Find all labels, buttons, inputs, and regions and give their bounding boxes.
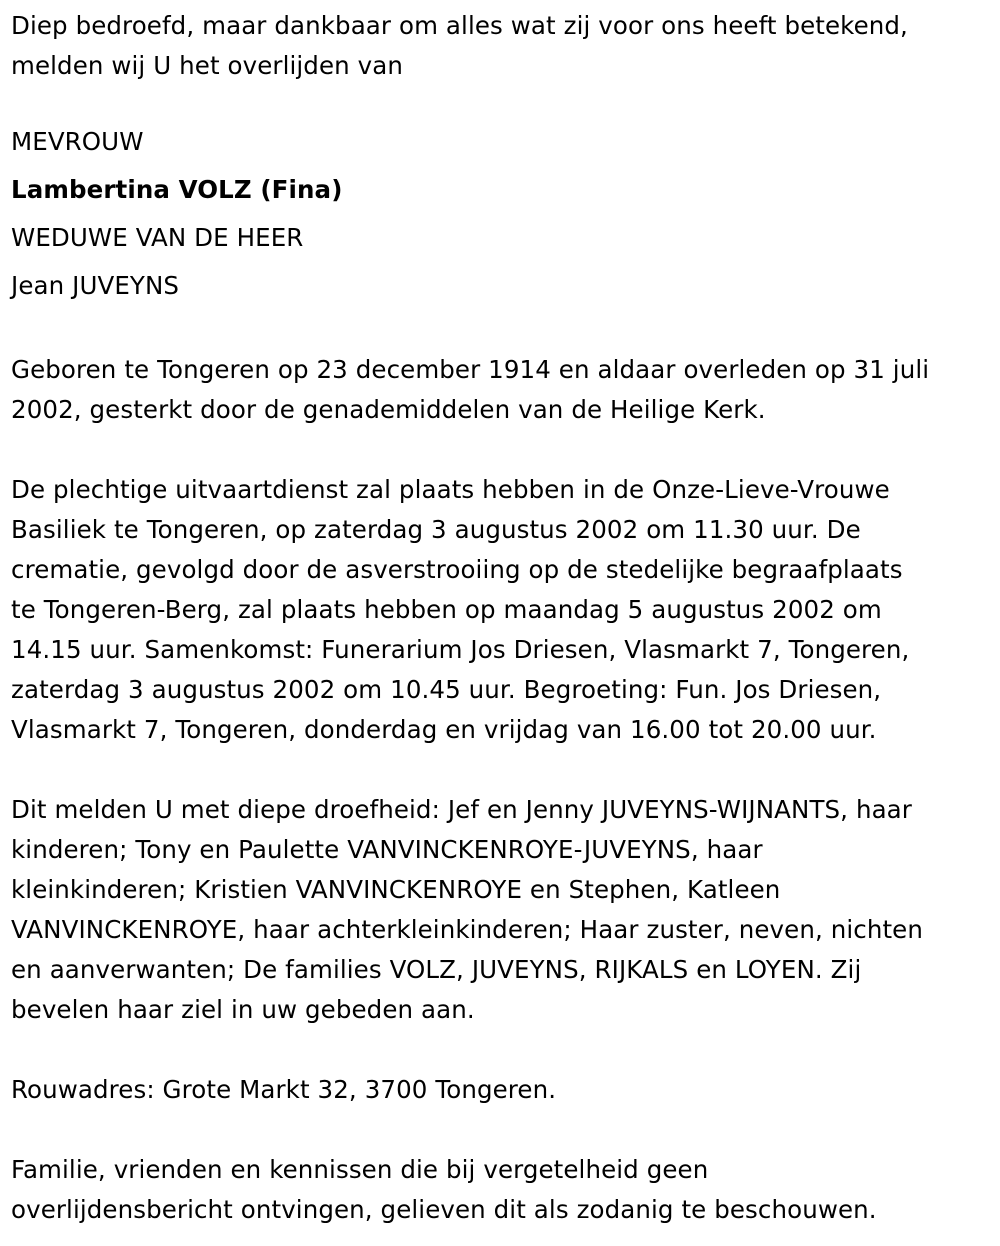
closing-line-1: Familie, vrienden en kennissen die bij vergetelheid geen — [11, 1155, 709, 1184]
family-line: en aanverwanten; De families VOLZ, JUVEYNS, RIJKALS en LOYEN. Zij — [11, 955, 862, 984]
title-label: MEVROUW — [11, 127, 144, 156]
service-line: Basiliek te Tongeren, op zaterdag 3 augustus 2002 om 11.30 uur. De — [11, 515, 861, 544]
birth-line-1: Geboren te Tongeren op 23 december 1914 en aldaar overleden op 31 juli — [11, 355, 930, 384]
intro-line-1: Diep bedroefd, maar dankbaar om alles wat zij voor ons heeft betekend, — [11, 11, 908, 40]
widow-status: WEDUWE VAN DE HEER — [11, 223, 304, 252]
service-line: te Tongeren-Berg, zal plaats hebben op maandag 5 augustus 2002 om — [11, 595, 882, 624]
spouse-name: Jean JUVEYNS — [11, 271, 180, 300]
closing-line-2: overlijdensbericht ontvingen, gelieven dit als zodanig te beschouwen. — [11, 1195, 877, 1224]
birth-line-2: 2002, gesterkt door de genademiddelen van de Heilige Kerk. — [11, 395, 766, 424]
family-line: VANVINCKENROYE, haar achterkleinkinderen; Haar zuster, neven, nichten — [11, 915, 923, 944]
service-line: 14.15 uur. Samenkomst: Funerarium Jos Driesen, Vlasmarkt 7, Tongeren, — [11, 635, 910, 664]
family-line: bevelen haar ziel in uw gebeden aan. — [11, 995, 475, 1024]
intro-line-2: melden wij U het overlijden van — [11, 51, 403, 80]
service-line: Vlasmarkt 7, Tongeren, donderdag en vrijdag van 16.00 tot 20.00 uur. — [11, 715, 877, 744]
service-line: zaterdag 3 augustus 2002 om 10.45 uur. Begroeting: Fun. Jos Driesen, — [11, 675, 882, 704]
deceased-name: Lambertina VOLZ (Fina) — [11, 175, 343, 204]
family-line: Dit melden U met diepe droefheid: Jef en Jenny JUVEYNS-WIJNANTS, haar — [11, 795, 912, 824]
family-line: kinderen; Tony en Paulette VANVINCKENROYE-JUVEYNS, haar — [11, 835, 763, 864]
mourning-address: Rouwadres: Grote Markt 32, 3700 Tongeren. — [11, 1075, 557, 1104]
family-line: kleinkinderen; Kristien VANVINCKENROYE en Stephen, Katleen — [11, 875, 781, 904]
service-line: De plechtige uitvaartdienst zal plaats hebben in de Onze-Lieve-Vrouwe — [11, 475, 890, 504]
service-line: crematie, gevolgd door de asverstrooiing op de stedelijke begraafplaats — [11, 555, 903, 584]
obituary-notice — [11, 6, 993, 1230]
